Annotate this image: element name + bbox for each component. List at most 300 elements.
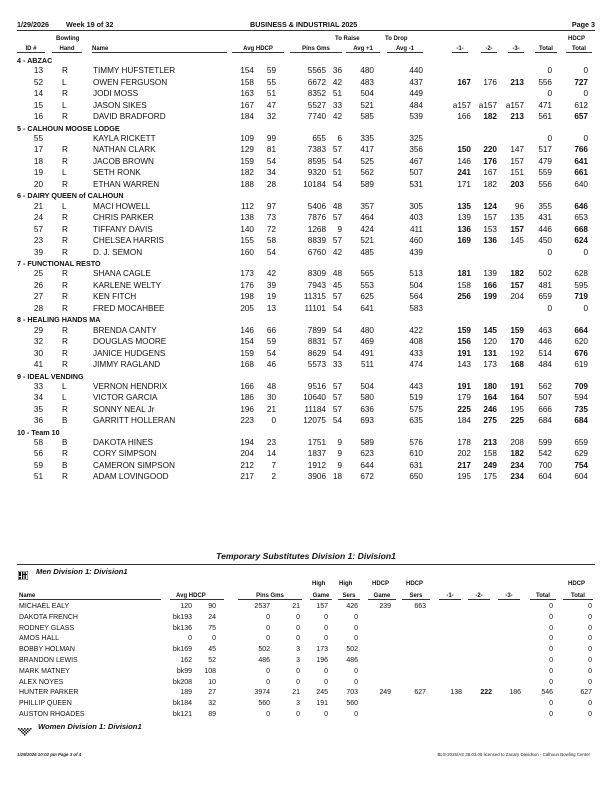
sub-hdcp-total: 0 [588,657,592,664]
col-drop: Avg -1 [387,46,423,53]
to-drop-avg: 437 [409,77,423,87]
game-3-score: a157 [505,100,524,110]
sub-hdcp-total: 0 [588,624,592,632]
player-average: 205 [240,303,254,313]
to-drop-avg: 504 [409,280,423,290]
team-header: 9 - IDEAL VENDING [17,371,84,381]
game-1-score: 179 [457,393,471,403]
sub-total-pins: 3974 [254,689,270,697]
player-average: 159 [240,156,254,166]
player-average: 160 [240,247,254,257]
women-division-label: Women Division 1: Division1 [38,722,142,731]
player-average: 198 [240,292,254,302]
sub-game-2: 222 [480,689,492,697]
player-handicap: 2 [271,472,276,482]
player-name: CAMERON SIMPSON [93,460,175,470]
sub-average: bk121 [172,711,192,718]
games-bowled: 57 [332,404,342,414]
series-total: 700 [538,460,552,470]
player-name: FRED MOCAHBEE [93,303,165,313]
player-row [0,281,612,293]
games-bowled: 48 [332,269,342,279]
hdcp-series-total: 676 [574,348,588,358]
bowling-hand: L [62,168,67,178]
sub-handicap: 0 [212,635,216,643]
page-number: Page 3 [571,20,595,29]
team-header: 6 - DAIRY QUEEN of CALHOUN [17,191,124,201]
player-handicap: 58 [266,236,276,246]
games-bowled: 57 [332,213,342,223]
bowling-hand: R [62,112,68,122]
player-id: 28 [33,303,43,313]
game-1-score: 169 [457,236,471,246]
player-average: 194 [240,437,254,447]
to-raise-avg: 464 [360,213,374,223]
player-id: 15 [33,100,43,110]
game-2-score: 176 [483,77,497,87]
bowling-hand: R [62,236,68,246]
player-id: 20 [33,179,43,189]
series-total: 684 [538,416,552,426]
player-id: 27 [33,292,43,302]
player-id: 57 [33,224,43,234]
player-id: 59 [33,460,43,470]
to-drop-avg: 439 [409,247,423,257]
player-row [0,89,612,101]
hdcp-series-total: 0 [583,89,588,99]
series-total: 0 [547,89,552,99]
player-average: 158 [240,77,254,87]
player-name: SHANA CAGLE [93,269,151,279]
player-name: ETHAN WARREN [93,179,160,189]
total-pins: 12075 [303,416,326,426]
player-average: 129 [240,145,254,155]
game-2-score: 120 [483,337,497,346]
sub-high-game: 0 [324,613,328,621]
sub-average: bk193 [172,613,192,621]
sub-handicap: 90 [208,603,216,610]
sub-total: 546 [541,689,553,697]
player-name: D. J. SEMON [93,247,143,257]
game-2-score: 213 [483,437,497,447]
games-bowled: 57 [332,236,342,246]
game-2-score: 158 [483,449,497,459]
col-id: ID # [17,46,45,53]
sub-average: bk208 [172,678,192,686]
series-total: 471 [538,100,552,110]
sub-average: bk169 [172,646,192,654]
sub-games: 3 [296,700,300,708]
player-id: 13 [33,66,43,76]
to-raise-avg: 562 [360,168,374,178]
player-average: 176 [240,280,254,290]
games-bowled: 33 [332,100,342,110]
sub-games: 3 [296,657,300,664]
game-3-score: 157 [510,156,524,166]
subs-title: Temporary Substitutes Division 1: Division1 [216,551,396,561]
total-pins: 7740 [307,112,326,122]
substitute-row [0,668,612,679]
player-row [0,349,612,361]
total-pins: 5573 [307,360,326,369]
player-handicap: 66 [266,325,276,335]
game-2-score: 131 [483,348,497,358]
game-2-score: 164 [483,393,497,403]
bowling-hand: R [62,66,68,76]
sub-total: 0 [549,657,553,664]
to-drop-avg: 484 [409,100,423,110]
to-drop-avg: 460 [409,236,423,246]
sub-total-pins: 0 [266,678,270,686]
game-3-score: 159 [510,325,524,335]
header-divider [17,30,595,31]
player-id: 33 [33,381,43,391]
sub-name: RODNEY GLASS [19,624,75,632]
sub-hdcp-series: 663 [414,603,426,610]
sub-total: 0 [549,635,553,643]
to-drop-avg: 564 [409,292,423,302]
sub-total-pins: 0 [266,624,270,632]
hdcp-series-total: 624 [574,236,588,246]
sub-high-series: 0 [354,667,358,675]
games-bowled: 51 [332,89,342,99]
hdcp-series-total: 612 [574,100,588,110]
player-row [0,438,612,450]
sub-col-high-sers: Sers [338,593,360,600]
player-handicap: 54 [266,348,276,358]
to-drop-avg: 411 [409,224,423,234]
hdcp-series-total: 754 [574,460,588,470]
to-raise-avg: 504 [360,381,374,391]
series-total: 604 [538,472,552,482]
series-total: 556 [538,179,552,189]
player-id: 24 [33,213,43,223]
bowling-hand: R [62,156,68,166]
game-2-score: a157 [478,100,497,110]
to-raise-avg: 553 [360,280,374,290]
col-game1: -1- [452,46,468,53]
games-bowled: 42 [332,77,342,87]
sub-games: 0 [296,667,300,675]
games-bowled: 42 [332,247,342,257]
to-raise-avg: 693 [360,416,374,426]
game-1-score: 225 [457,404,471,414]
games-bowled: 33 [332,360,342,369]
player-name: CHRIS PARKER [93,213,154,223]
game-1-score: 167 [457,77,471,87]
sub-total: 0 [549,711,553,718]
sub-handicap: 52 [208,657,216,664]
bowling-hand: L [62,100,67,110]
total-pins: 1912 [307,460,326,470]
player-name: DAKOTA HINES [93,437,153,447]
player-id: 26 [33,280,43,290]
player-name: BRENDA CANTY [93,325,157,335]
sub-handicap: 89 [208,711,216,718]
sub-high-game: 0 [324,624,328,632]
game-2-score: 199 [483,292,497,302]
sub-total-pins: 560 [258,700,270,708]
sub-games: 0 [296,624,300,632]
to-raise-avg: 417 [360,145,374,155]
substitute-row [0,689,612,700]
sub-high-game: 245 [316,689,328,697]
sub-handicap: 45 [208,646,216,654]
player-name: TIMMY HUFSTETLER [93,66,176,76]
player-handicap: 19 [266,292,276,302]
player-average: 212 [240,460,254,470]
total-pins: 8831 [307,337,326,346]
game-3-score: 147 [510,145,524,155]
game-1-score: 256 [457,292,471,302]
bowling-hand: R [62,247,68,257]
hdcp-series-total: 668 [574,224,588,234]
games-bowled: 45 [332,280,342,290]
total-pins: 8839 [307,236,326,246]
player-name: JIMMY RAGLAND [93,360,161,369]
hdcp-series-total: 595 [574,280,588,290]
to-drop-avg: 576 [409,437,423,447]
game-2-score: 173 [483,360,497,369]
series-total: 355 [538,201,552,211]
sub-col-hdcp-game-top: HDCP [372,581,390,587]
series-total: 542 [538,449,552,459]
to-raise-avg: 521 [360,236,374,246]
sub-handicap: 32 [208,700,216,708]
game-3-score: 192 [510,348,524,358]
hdcp-series-total: 628 [574,269,588,279]
game-3-score: 208 [510,437,524,447]
player-average: 204 [240,449,254,459]
player-row [0,236,612,248]
player-id: 34 [33,393,43,403]
player-handicap: 55 [266,77,276,87]
sub-high-series: 426 [346,603,358,610]
player-name: NATHAN CLARK [93,145,156,155]
player-id: 23 [33,236,43,246]
total-pins: 10184 [303,179,326,189]
game-1-score: 241 [457,168,471,178]
total-pins: 1837 [307,449,326,459]
game-1-score: 158 [457,280,471,290]
player-row [0,168,612,180]
to-raise-avg: 525 [360,156,374,166]
game-1-score: 171 [457,179,471,189]
game-3-score: 213 [510,77,524,87]
series-total: 450 [538,236,552,246]
series-total: 599 [538,437,552,447]
player-name: VICTOR GARCIA [93,393,158,403]
bowling-hand: R [62,224,68,234]
game-2-score: 182 [483,112,497,122]
player-id: 21 [33,201,43,211]
player-id: 52 [33,77,43,87]
sub-col-hdcp-sers: Sers [402,593,430,600]
player-handicap: 48 [266,381,276,391]
player-average: 217 [240,472,254,482]
game-3-score: 96 [514,201,524,211]
sub-col-hdcp-sers-top: HDCP [406,581,424,587]
player-handicap: 59 [266,337,276,346]
col-raise-top: To Raise [335,36,360,42]
to-drop-avg: 635 [409,416,423,426]
bowling-hand: R [62,269,68,279]
player-row [0,382,612,394]
game-2-score: 180 [483,381,497,391]
player-handicap: 47 [266,100,276,110]
game-2-score: 124 [483,201,497,211]
game-1-score: 181 [457,269,471,279]
bowling-hand: R [62,360,68,369]
sub-high-series: 486 [346,657,358,664]
bowling-hand: L [62,381,67,391]
bowling-hand: R [62,292,68,302]
sub-high-game: 157 [316,603,328,610]
player-row [0,405,612,417]
total-pins: 8629 [307,348,326,358]
hdcp-series-total: 619 [574,360,588,369]
series-total: 517 [538,145,552,155]
player-average: 188 [240,179,254,189]
game-3-score: 168 [510,360,524,369]
substitute-row [0,700,612,711]
sub-high-series: 0 [354,624,358,632]
team-header: 5 - CALHOUN MOOSE LODGE [17,123,120,133]
player-handicap: 13 [266,303,276,313]
player-name: DOUGLAS MOORE [93,337,167,346]
bowling-hand: R [62,280,68,290]
player-id: 56 [33,449,43,459]
game-2-score: 182 [483,179,497,189]
player-average: 196 [240,404,254,414]
game-3-score: 157 [510,280,524,290]
player-handicap: 32 [266,112,276,122]
games-bowled: 57 [332,381,342,391]
player-average: 182 [240,168,254,178]
sub-total-pins: 0 [266,667,270,675]
game-3-score: 191 [510,381,524,391]
player-name: ADAM LOVINGOOD [93,472,169,482]
bowling-hand: L [62,77,67,87]
game-1-score: 166 [457,112,471,122]
substitute-row [0,614,612,625]
game-2-score: 166 [483,280,497,290]
to-drop-avg: 519 [409,393,423,403]
player-row [0,112,612,124]
player-handicap: 73 [266,213,276,223]
sub-high-game: 0 [324,678,328,686]
player-average: 155 [240,236,254,246]
to-raise-avg: 480 [360,325,374,335]
game-1-score: 136 [457,224,471,234]
sub-total-pins: 2537 [254,603,270,610]
sub-name: ALEX NOYES [19,678,64,686]
to-drop-avg: 467 [409,156,423,166]
player-row [0,337,612,349]
substitute-row [0,603,612,614]
player-average: 186 [240,393,254,403]
to-raise-avg: 485 [360,247,374,257]
to-raise-avg: 357 [360,201,374,211]
total-pins: 11101 [304,303,326,313]
games-bowled: 42 [332,112,342,122]
series-total: 0 [547,303,552,313]
hdcp-series-total: 620 [574,337,588,346]
game-2-score: 220 [483,145,497,155]
game-3-score: 135 [510,213,524,223]
player-name: MACI HOWELL [93,201,151,211]
to-drop-avg: 507 [409,168,423,178]
player-id: 25 [33,269,43,279]
to-raise-avg: 589 [360,179,374,189]
total-pins: 6760 [307,247,326,257]
player-name: TIFFANY DAVIS [93,224,153,234]
sub-total: 0 [549,700,553,708]
sub-high-game: 0 [324,711,328,718]
hdcp-series-total: 0 [583,66,588,76]
total-pins: 8352 [307,89,326,99]
games-bowled: 54 [332,348,342,358]
game-1-score: 146 [457,156,471,166]
series-total: 562 [538,381,552,391]
player-row [0,472,612,484]
sub-high-series: 0 [354,613,358,621]
sub-total-pins: 502 [258,646,270,654]
player-row [0,269,612,281]
hdcp-series-total: 594 [574,393,588,403]
series-total: 446 [538,224,552,234]
game-2-score: 136 [483,236,497,246]
player-id: 16 [33,112,43,122]
hdcp-series-total: 629 [574,449,588,459]
sub-col-hdcp-game: Game [368,593,396,600]
bowling-hand: L [62,393,67,403]
report-date: 1/29/2026 [17,20,49,29]
to-drop-avg: 610 [409,449,423,459]
player-name: OWEN FERGUSON [93,77,168,87]
games-bowled: 54 [332,303,342,313]
player-name: SETH RONK [93,168,141,178]
to-raise-avg: 469 [360,337,374,346]
sub-games: 0 [296,613,300,621]
sub-average: 189 [180,689,192,697]
to-raise-avg: 511 [360,360,374,369]
player-handicap: 72 [266,224,276,234]
game-2-score: 249 [483,460,497,470]
sub-average: 162 [180,657,192,664]
player-average: 223 [240,416,254,426]
bowling-hand: R [62,213,68,223]
player-id: 39 [33,247,43,257]
sub-games: 21 [292,603,300,610]
bowling-hand: R [62,337,68,346]
total-pins: 655 [312,133,326,143]
sub-hdcp-game: 249 [379,689,391,697]
sub-name: HUNTER PARKER [19,689,79,697]
game-1-score: 195 [457,472,471,482]
hdcp-series-total: 719 [574,292,588,302]
games-bowled: 36 [332,66,342,76]
sub-hdcp-total: 0 [588,711,592,718]
to-drop-avg: 539 [409,112,423,122]
sub-high-series: 0 [354,635,358,643]
hdcp-series-total: 657 [574,112,588,122]
player-id: 55 [33,133,43,143]
game-2-score: 246 [483,404,497,414]
game-1-score: 159 [457,325,471,335]
games-bowled: 57 [332,145,342,155]
series-total: 502 [538,269,552,279]
